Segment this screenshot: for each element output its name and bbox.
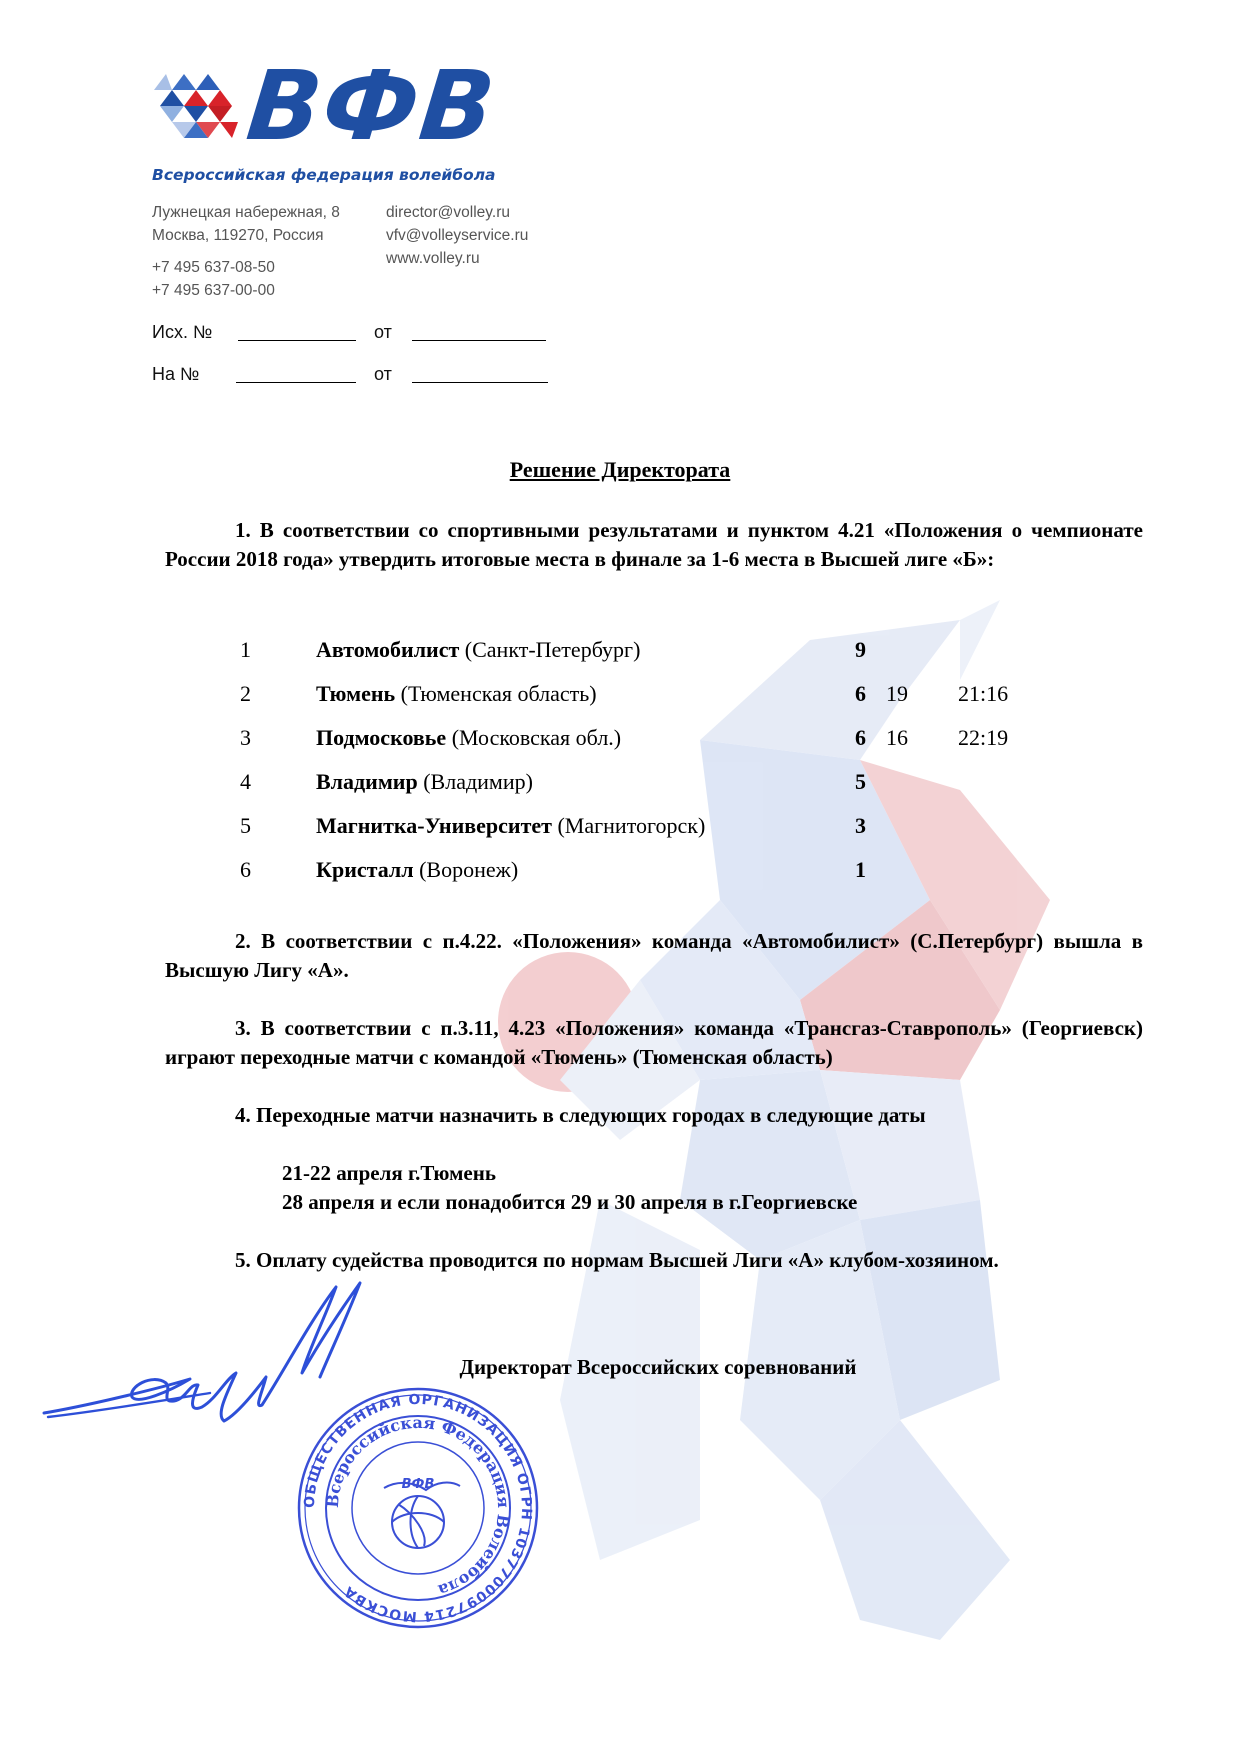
outgoing-number-field <box>238 340 356 341</box>
team-points: 5 <box>855 769 866 794</box>
place-number: 2 <box>240 681 251 706</box>
match-date-2: 28 апреля и если понадобится 29 и 30 апреля в г.Георгиевске <box>282 1190 858 1214</box>
address-line: Москва, 119270, Россия <box>152 227 324 244</box>
team-cell <box>316 857 518 883</box>
online-contacts <box>386 201 528 270</box>
outgoing-date-field <box>412 340 546 341</box>
team-cell <box>316 769 533 795</box>
team-extra-1: 19 <box>886 681 908 706</box>
standings-row <box>0 725 1240 755</box>
outgoing-number-label: Исх. № <box>152 322 213 342</box>
vfv-logo-mosaic-icon <box>150 66 242 150</box>
standings-row <box>0 637 1240 667</box>
incoming-date-field <box>412 382 548 383</box>
team-name: Магнитка-Университет <box>316 813 552 838</box>
outgoing-date-label: от <box>374 322 392 342</box>
incoming-number-field <box>236 382 356 383</box>
team-extra-2: 22:19 <box>958 725 1009 750</box>
team-name: Подмосковье <box>316 725 447 750</box>
team-city: (Тюменская область) <box>400 681 597 706</box>
standings-row <box>0 857 1240 887</box>
paragraph-2: 2. В соответствии с п.4.22. «Положения» команда «Автомобилист» (С.Петербург) вышла в Высшую Лигу «А». <box>165 929 1143 982</box>
place-number: 4 <box>240 769 251 794</box>
team-points: 6 <box>855 725 866 750</box>
organization-name: Всероссийская федерация волейбола <box>152 166 496 184</box>
phone-block <box>152 256 275 302</box>
place-number: 3 <box>240 725 251 750</box>
address-line: Лужнецкая набережная, 8 <box>152 204 340 221</box>
team-name: Автомобилист <box>316 637 460 662</box>
signer-name: Директорат Всероссийских соревнований <box>459 1355 857 1379</box>
place-number: 5 <box>240 813 251 838</box>
team-city: (Магнитогорск) <box>557 813 706 838</box>
team-extra-1: 16 <box>886 725 908 750</box>
paragraph-3: 3. В соответствии с п.3.11, 4.23 «Положения» команда «Трансгаз-Ставрополь» (Георгиевск) играют переходные матчи с командой «Тюмень» (Тюменская область) <box>165 1016 1143 1069</box>
team-points: 9 <box>855 637 866 662</box>
stamp-inner-text: Всероссийская Федерация Волейбола <box>322 1412 514 1601</box>
stamp-center-text: ВФВ <box>401 1477 435 1492</box>
standings-row <box>0 681 1240 711</box>
stamp-outer-text: ОБЩЕСТВЕННАЯ ОРГАНИЗАЦИЯ ОГРН 1037700097214 МОСКВА <box>301 1391 535 1625</box>
team-cell <box>316 681 597 707</box>
team-points: 3 <box>855 813 866 838</box>
incoming-number-label: На № <box>152 364 200 384</box>
address-block <box>152 201 340 247</box>
standings-row <box>0 813 1240 843</box>
phone-number: +7 495 637-00-00 <box>152 282 275 299</box>
team-extra-2: 21:16 <box>958 681 1009 706</box>
place-number: 6 <box>240 857 251 882</box>
team-points: 6 <box>855 681 866 706</box>
vfv-logo-wordmark: ВФВ <box>242 50 502 162</box>
official-stamp <box>294 1384 542 1632</box>
standings-row <box>0 769 1240 799</box>
team-city: (Санкт-Петербург) <box>464 637 641 662</box>
team-name: Владимир <box>316 769 418 794</box>
team-points: 1 <box>855 857 866 882</box>
paragraph-5: 5. Оплату судейства проводится по нормам Высшей Лиги «А» клубом-хозяином. <box>235 1248 999 1272</box>
document-title: Решение Директората <box>509 457 731 482</box>
email-address: vfv@volleyservice.ru <box>386 227 529 244</box>
match-date-1: 21-22 апреля г.Тюмень <box>282 1161 496 1185</box>
paragraph-1: 1. В соответствии со спортивными результатами и пунктом 4.21 «Положения о чемпионате России 2018 года» утвердить итоговые места в финале за 1-6 места в Высшей лиге «Б»: <box>165 518 1143 571</box>
email-address: director@volley.ru <box>386 204 510 221</box>
paragraph-4: 4. Переходные матчи назначить в следующих городах в следующие даты <box>235 1103 926 1127</box>
team-city: (Владимир) <box>423 769 533 794</box>
website-address: www.volley.ru <box>386 250 480 267</box>
team-name: Тюмень <box>316 681 396 706</box>
team-city: (Воронеж) <box>419 857 519 882</box>
incoming-date-label: от <box>374 364 392 384</box>
team-cell <box>316 725 621 751</box>
place-number: 1 <box>240 637 251 662</box>
team-cell <box>316 813 705 839</box>
team-city: (Московская обл.) <box>451 725 622 750</box>
team-cell <box>316 637 640 663</box>
team-name: Кристалл <box>316 857 414 882</box>
phone-number: +7 495 637-08-50 <box>152 259 275 276</box>
